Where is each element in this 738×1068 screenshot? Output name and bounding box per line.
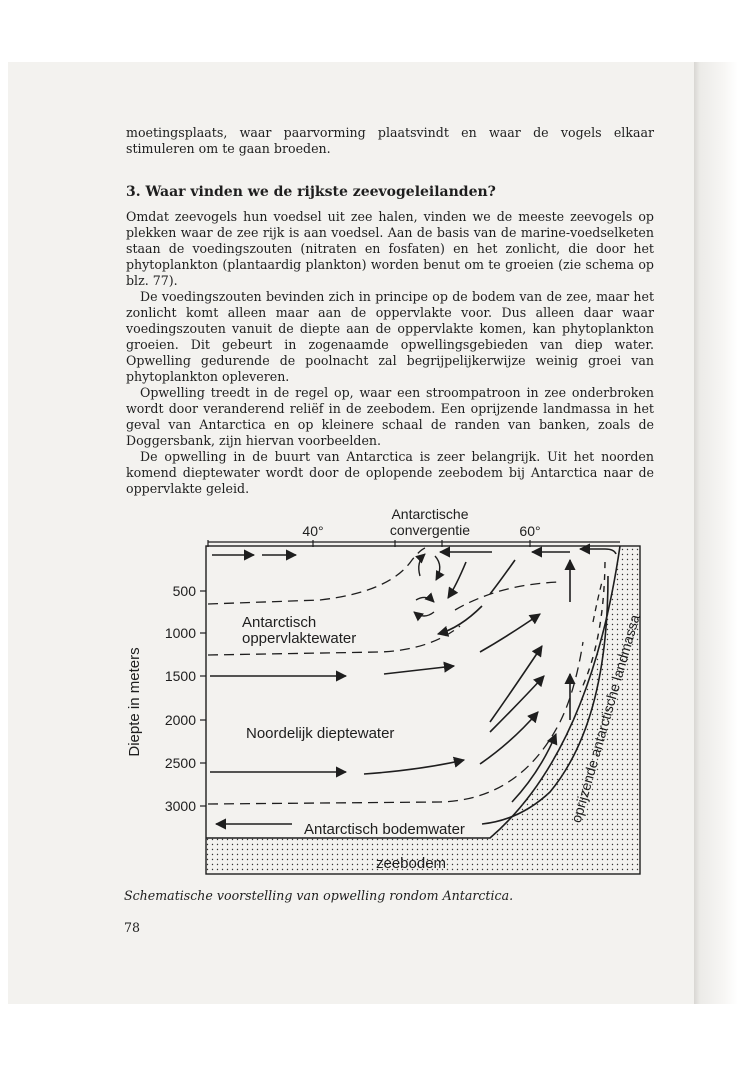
- label-rising-landmass: oprijzende antarctische landmassa: [567, 612, 643, 825]
- body-paragraph-4: De opwelling in de buurt van Antarctica is zeer belangrijk. Uit het noorden komend dieptewater wordt door de oplopende zeebodem bij Antarctica naar de oppervlakte geleid.: [126, 449, 654, 496]
- flow-arrow-deep: [384, 666, 454, 674]
- vortex-arrow: [435, 556, 440, 580]
- page-number: 78: [124, 920, 141, 935]
- vortex-arrow: [414, 612, 434, 616]
- latitude-40-label: 40°: [302, 523, 324, 539]
- flow-arrow-deep-lower: [364, 760, 464, 774]
- section-heading: 3. Waar vinden we de rijkste zeevogeleilanden?: [126, 184, 496, 200]
- label-seafloor: zeebodem: [376, 855, 447, 872]
- boundary-surface-water: [208, 548, 425, 604]
- depth-label-500: 500: [172, 583, 196, 599]
- body-paragraph-3: Opwelling treedt in de regel op, waar een stroompatroon in zee onderbroken wordt door veranderend reliëf in de zeebodem. Een oprijzende landmassa in het geval van Antarctica en op kleinere schaal de randen van banken, zoals de Doggersbank, zijn hiervan voorbeelden.: [126, 385, 654, 448]
- label-north-deep-water: Noordelijk dieptewater: [246, 725, 395, 742]
- flow-arrow-landmass-turn: [580, 549, 616, 554]
- flow-arrow-rising-lower: [480, 712, 538, 764]
- flow-arrow-sinking: [448, 562, 466, 598]
- depth-label-2500: 2500: [164, 755, 196, 771]
- boundary-deep-lower: [208, 642, 583, 804]
- convergence-label-line2: convergentie: [389, 522, 471, 538]
- latitude-60-label: 60°: [519, 523, 541, 539]
- depth-label-1000: 1000: [164, 625, 196, 641]
- label-antarctic-bottom-water: Antarctisch bodemwater: [304, 821, 465, 838]
- flow-arrow-rising: [480, 614, 540, 652]
- continued-paragraph: moetingsplaats, waar paarvorming plaatsvindt en waar de vogels elkaar stimuleren om te gaan broeden.: [126, 125, 654, 156]
- convergence-label-line1: Antarctische: [391, 506, 469, 522]
- vortex-arrow: [416, 597, 434, 602]
- y-axis-label: Diepte in meters: [126, 647, 143, 757]
- flow-line: [490, 560, 515, 594]
- depth-label-3000: 3000: [164, 798, 196, 814]
- label-antarctic-surface-water: Antarctisch: [242, 614, 317, 631]
- upwelling-diagram: [120, 502, 660, 882]
- vortex-arrow: [419, 554, 425, 576]
- figure-caption: Schematische voorstelling van opwelling rondom Antarctica.: [124, 888, 514, 903]
- depth-label-2000: 2000: [164, 712, 196, 728]
- body-paragraph-1: Omdat zeevogels hun voedsel uit zee halen, vinden we de meeste zeevogels op plekken waar de zee rijk is aan voedsel. Aan de basis van de marine-voedselketen staan de voedingszouten (nitraten en fosfaten) en het zonlicht, die door het phytoplankton (plantaardig plankton) worden benut om te groeien (zie schema op blz. 77).: [126, 209, 654, 288]
- depth-label-1500: 1500: [164, 668, 196, 684]
- label-antarctic-surface-water-2: oppervlaktewater: [242, 630, 357, 647]
- body-paragraph-2: De voedingszouten bevinden zich in principe op de bodem van de zee, maar het zonlicht komt alleen maar aan de oppervlakte voor. Dus alleen daar waar voedingszouten vanuit de diepte aan de oppervlakte komen, kan phytoplankton groeien. Dit gebeurt in zogenaamde opwellingsgebieden van diep water. Opwelling gedurende de poolnacht zal begrijpelijkerwijze weinig groei van phytoplankton opleveren.: [126, 289, 654, 384]
- page-edge-shadow: [694, 62, 738, 1004]
- boundary-convergence: [455, 582, 560, 610]
- flow-arrow-rising-deep: [490, 646, 542, 722]
- flow-arrow-sinking: [438, 606, 482, 634]
